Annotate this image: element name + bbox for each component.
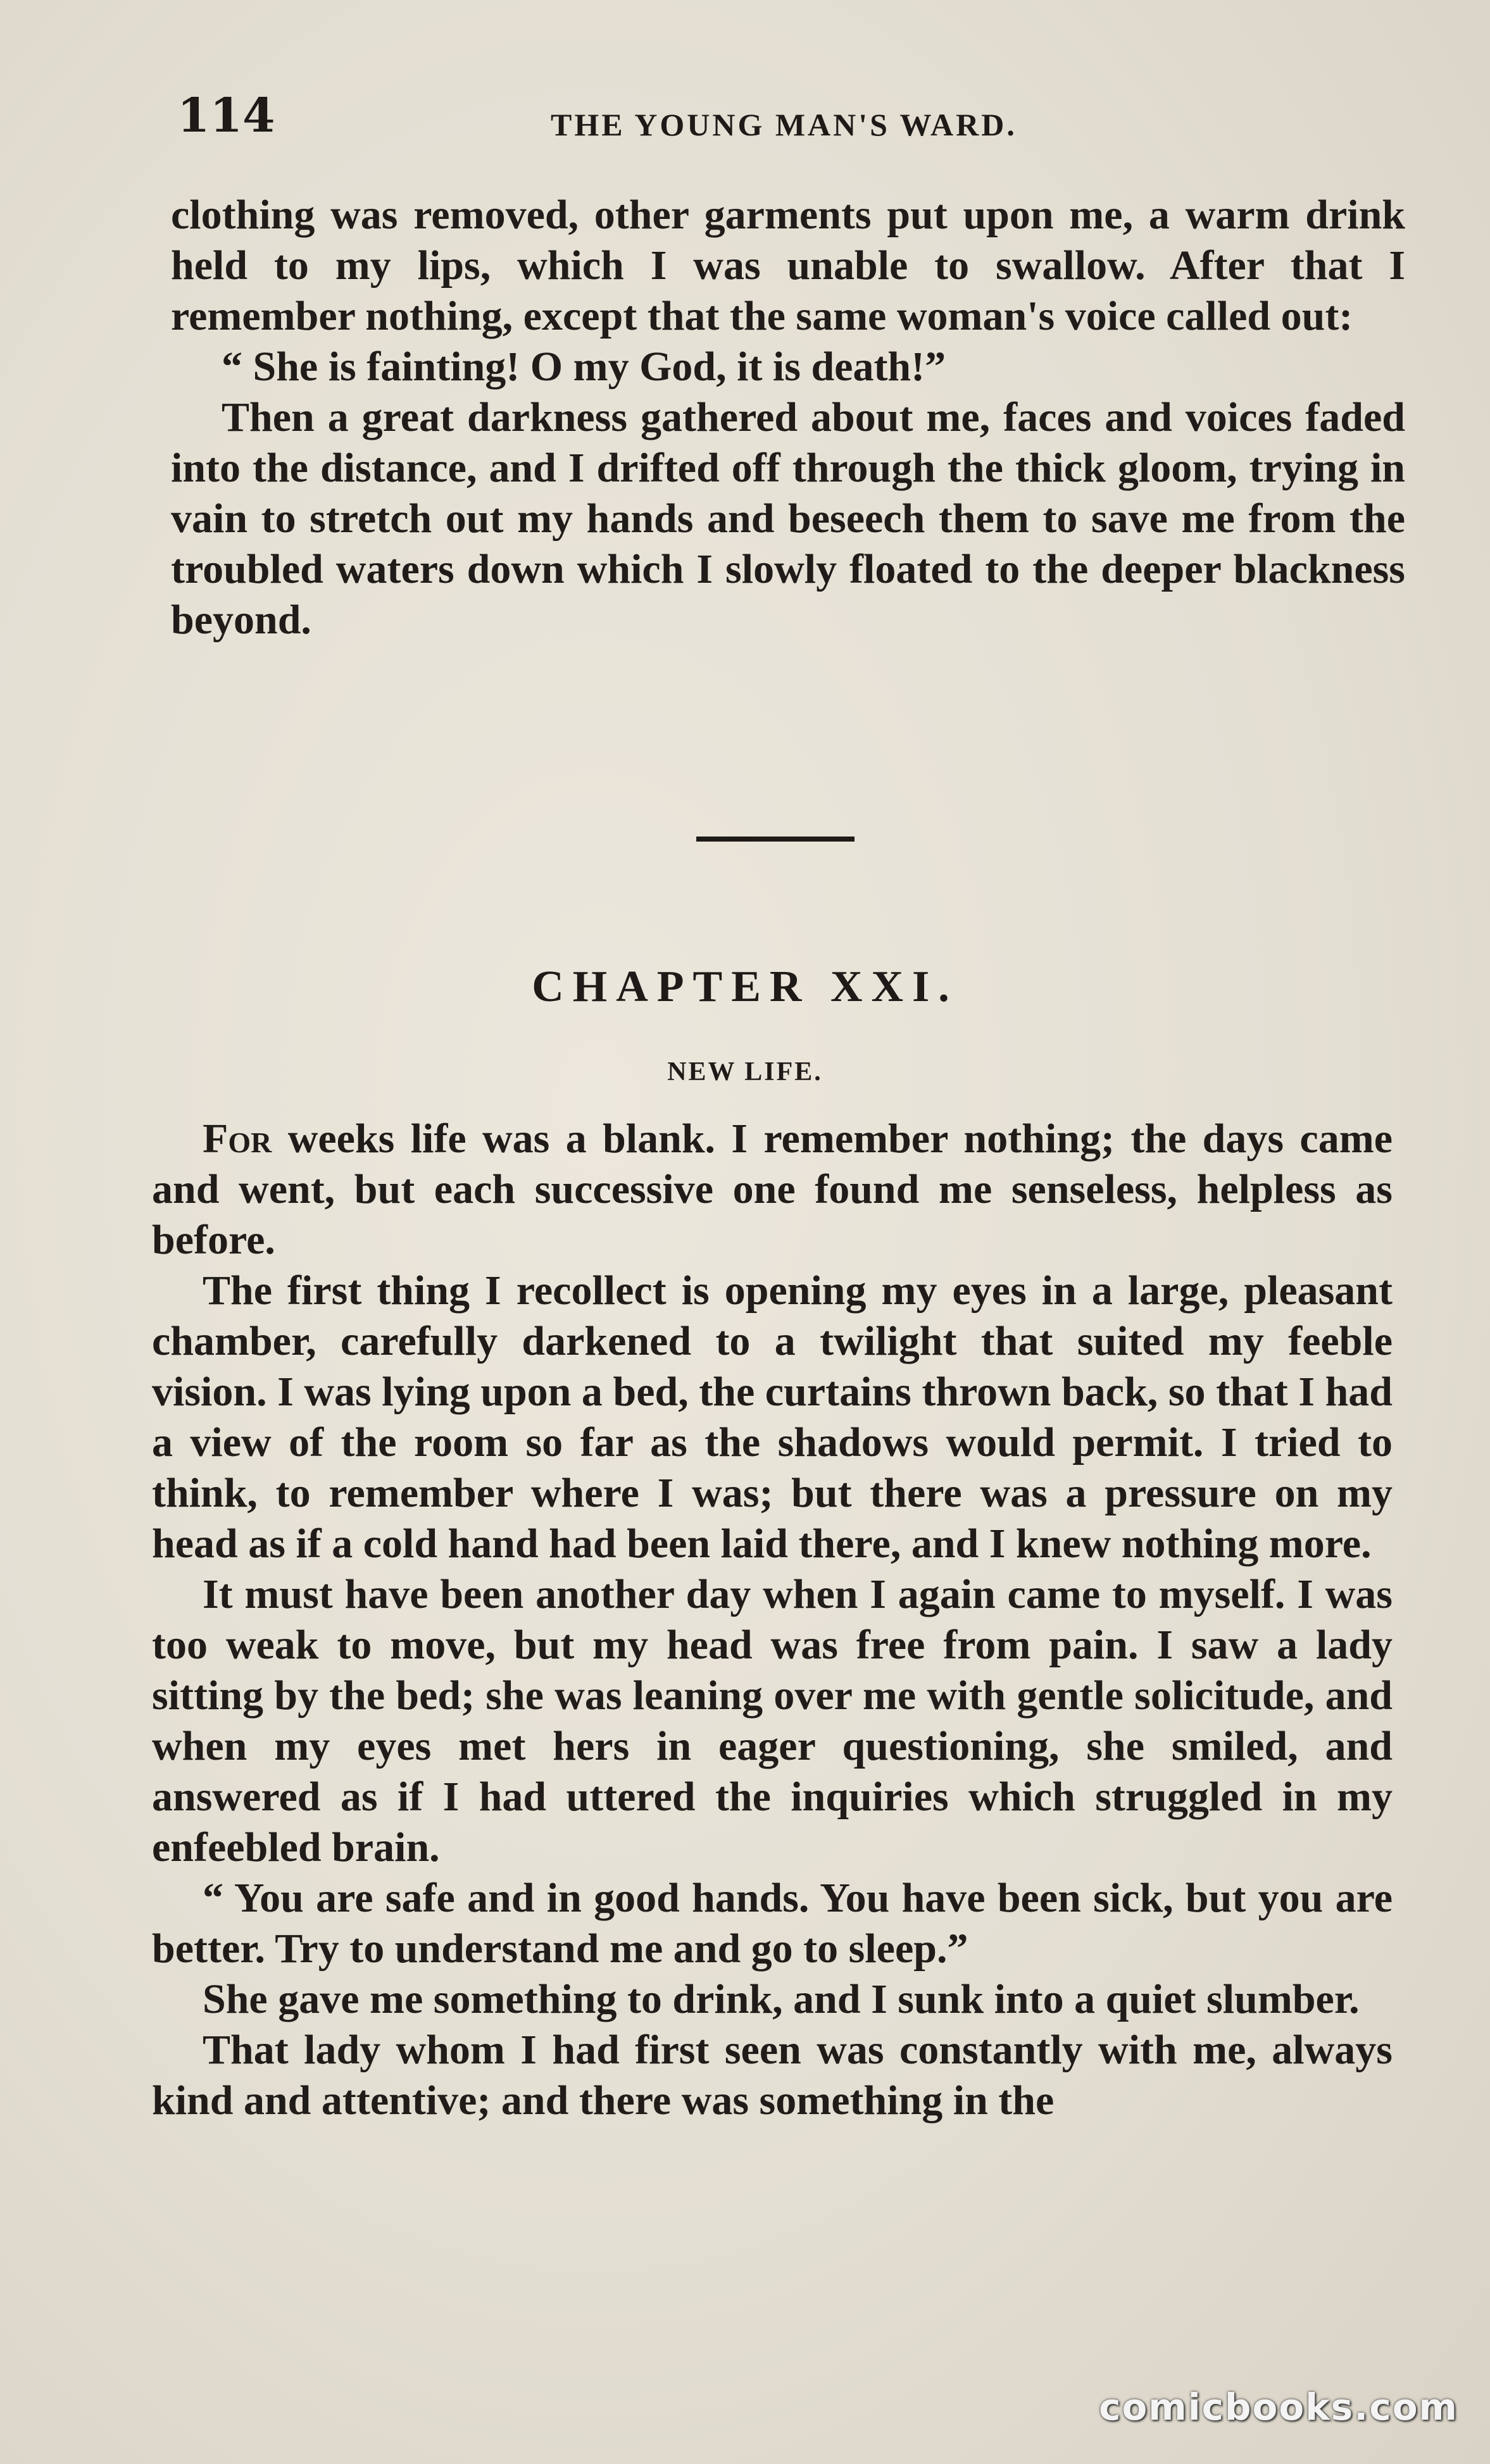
top-text-block [171,190,1405,645]
chapter-text-block [152,1114,1393,2126]
paragraph: “ You are safe and in good hands. You have been sick, but you are better. Try to understand me and go to sleep.” [152,1875,1393,1972]
watermark: comicbooks.com [1099,2386,1458,2429]
running-head: THE YOUNG MAN'S WARD. [551,107,1017,142]
paragraph: clothing was removed, other garments put upon me, a warm drink held to my lips, which I was unable to swallow. After that I remember nothing, except that the same woman's voice called out: [171,192,1405,339]
chapter-title: CHAPTER XXI. [532,962,958,1011]
paragraph-text: weeks life was a blank. I remember nothing; the days came and went, but each successive one found me senseless, helpless as before. [152,1116,1393,1263]
first-word: For [203,1116,272,1162]
paragraph: The first thing I recollect is opening my eyes in a large, pleasant chamber, carefully darkened to a twilight that suited my feeble vision. I was lying upon a bed, the curtains thrown back, so that I had a view of the room so far as the shadows would permit. I tried to think, to remember where I was; but there was a pressure on my head as if a cold hand had been laid there, and I knew nothing more. [152,1267,1393,1567]
paragraph: Then a great darkness gathered about me, faces and voices faded into the distance, and I drifted off through the thick gloom, trying in vain to stretch out my hands and beseech them to save me from the troubled waters down which I slowly floated to the deeper blackness beyond. [171,394,1405,643]
paragraph: “ She is fainting! O my God, it is death!” [222,344,946,390]
paragraph [152,1114,1393,1266]
paragraph: That lady whom I had first seen was constantly with me, always kind and attentive; and there was something in the [152,2027,1393,2124]
chapter-subtitle: NEW LIFE. [667,1057,823,1086]
paragraph: It must have been another day when I again came to myself. I was too weak to move, but my head was free from pain. I saw a lady sitting by the bed; she was leaning over me with gentle solicitude, and when my eyes met hers in eager questioning, she smiled, and answered as if I had uttered the inquiries which struggled in my enfeebled brain. [152,1571,1393,1870]
page-header [171,89,1412,152]
page-number: 114 [177,89,275,143]
paragraph: She gave me something to drink, and I sunk into a quiet slumber. [203,1976,1360,2022]
section-divider [696,837,855,842]
